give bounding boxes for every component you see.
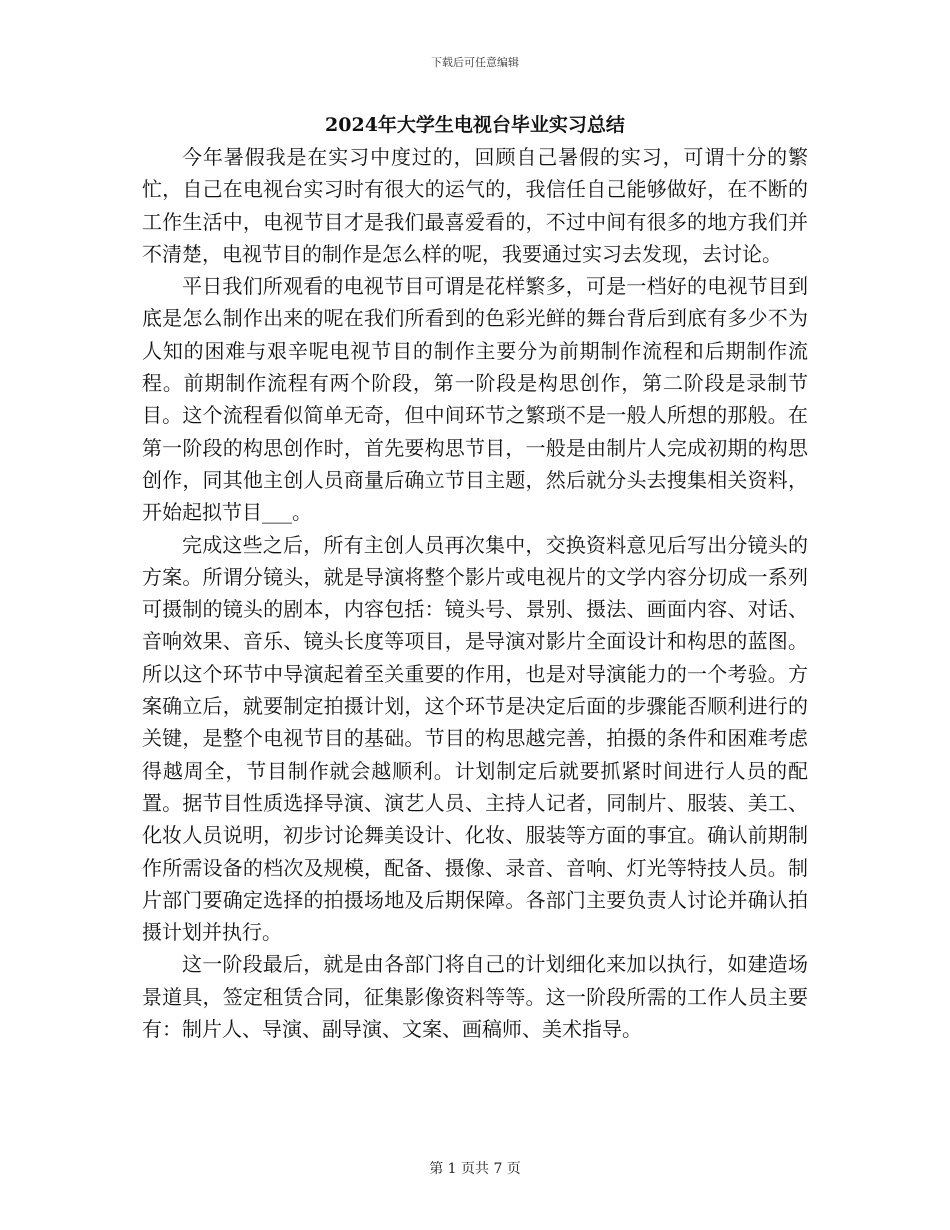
document-body: [142, 141, 808, 1045]
header-note: 下载后可任意编辑: [431, 56, 519, 69]
page-number: 第 1 页共 7 页: [429, 1161, 521, 1177]
paragraph-4: 这一阶段最后，就是由各部门将自己的计划细化来加以执行，如建造场景道具，签定租赁合同，征集影像资料等等。这一阶段所需的工作人员主要有：制片人、导演、副导演、文案、画稿师、美术指导。: [142, 952, 808, 1042]
paragraph-2: 平日我们所观看的电视节目可谓是花样繁多，可是一档好的电视节目到底是怎么制作出来的呢在我们所看到的色彩光鲜的舞台背后到底有多少不为人知的困难与艰辛呢电视节目的制作主要分为前期制作流程和后期制作流程。前期制作流程有两个阶段，第一阶段是构思创作，第二阶段是录制节目。这个流程看似简单无奇，但中间环节之繁琐不是一般人所想的那般。在第一阶段的构思创作时，首先要构思节目，一般是由制片人完成初期的构思创作，同其他主创人员商量后确立节目主题，然后就分头去搜集相关资料，开始起拟节目___。: [142, 274, 808, 525]
paragraph-3: 完成这些之后，所有主创人员再次集中，交换资料意见后写出分镜头的方案。所谓分镜头，就是导演将整个影片或电视片的文学内容分切成一系列可摄制的镜头的剧本，内容包括：镜头号、景别、摄法、画面内容、对话、音响效果、音乐、镜头长度等项目，是导演对影片全面设计和构思的蓝图。所以这个环节中导演起着至关重要的作用，也是对导演能力的一个考验。方案确立后，就要制定拍摄计划，这个环节是决定后面的步骤能否顺利进行的关键，是整个电视节目的基础。节目的构思越完善，拍摄的条件和困难考虑得越周全，节目制作就会越顺利。计划制定后就要抓紧时间进行人员的配置。据节目性质选择导演、演艺人员、主持人记者，同制片、服装、美工、化妆人员说明，初步讨论舞美设计、化妆、服装等方面的事宜。确认前期制作所需设备的档次及规模，配备、摄像、录音、音响、灯光等特技人员。制片部门要确定选择的拍摄场地及后期保障。各部门主要负责人讨论并确认拍摄计划并执行。: [142, 532, 808, 945]
document-title: 2024年大学生电视台毕业实习总结: [325, 114, 625, 136]
paragraph-1: 今年暑假我是在实习中度过的，回顾自己暑假的实习，可谓十分的繁忙，自己在电视台实习时有很大的运气的，我信任自己能够做好，在不断的工作生活中，电视节目才是我们最喜爱看的，不过中间有很多的地方我们并不清楚，电视节目的制作是怎么样的呢，我要通过实习去发现，去讨论。: [142, 145, 808, 266]
